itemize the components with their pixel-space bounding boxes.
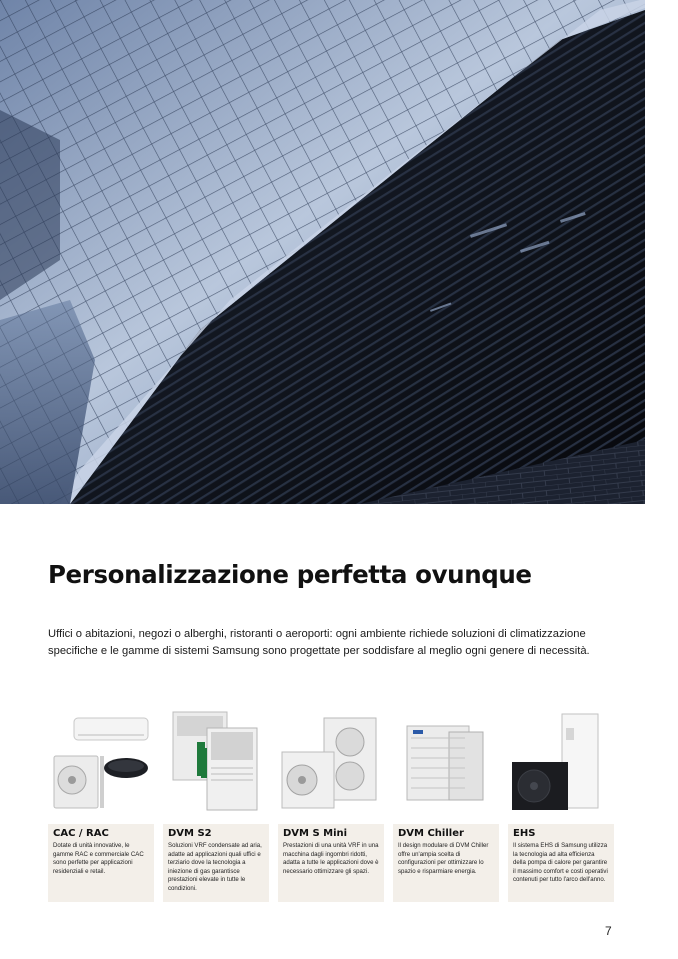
page-title: Personalizzazione perfetta ovunque: [48, 560, 532, 589]
product-description: Il design modulare di DVM Chiller offre un'ampia scelta di configurazioni per ottimizzare lo spazio e risparmiare energia.: [398, 842, 489, 875]
product-name: DVM S Mini: [283, 828, 348, 839]
product-range: [48, 708, 616, 904]
product-name: DVM Chiller: [398, 828, 464, 839]
product-card: [48, 824, 154, 902]
product-description: Prestazioni di una unità VRF in una macchina dagli ingombri ridotti, adatta a tutte le applicazioni dove è necessario ottimizzare gli spazi.: [283, 842, 379, 875]
chiller-unit-icon: [393, 708, 499, 820]
product-name: EHS: [513, 828, 536, 839]
page-number: 7: [605, 924, 612, 938]
product-dvm-chiller: [393, 708, 499, 904]
product-card: [278, 824, 384, 902]
product-description: Soluzioni VRF condensate ad aria, adatte ad applicazioni quali uffici e terziario dove la tecnologia a iniezione di gas garantisce prestazioni elevate in tutte le condizioni.: [168, 842, 262, 892]
vrf-outdoor-units-icon: [163, 708, 269, 820]
intro-paragraph: Uffici o abitazioni, negozi o alberghi, ristoranti o aeroporti: ogni ambiente richiede soluzioni di climatizzazione specifiche e le gamme di sistemi Samsung sono progettate per soddisfare al meglio ogni genere di necessità.: [48, 628, 590, 657]
heat-pump-units-icon: [508, 708, 614, 820]
hero-building-photo: [0, 0, 645, 504]
split-ac-units-icon: [48, 708, 154, 820]
product-card: [508, 824, 614, 902]
product-description: Il sistema EHS di Samsung utilizza la tecnologia ad alta efficienza della pompa di calore per garantire il massimo comfort e costi operativi contenuti per tutto l'arco dell'anno.: [513, 842, 608, 884]
product-cac-rac: [48, 708, 154, 904]
product-name: DVM S2: [168, 828, 212, 839]
product-description: Dotate di unità innovative, le gamme RAC e commerciale CAC sono perfette per applicazioni residenziali e retail.: [53, 842, 144, 875]
product-ehs: [508, 708, 614, 904]
product-name: CAC / RAC: [53, 828, 109, 839]
product-dvm-s-mini: [278, 708, 384, 904]
product-card: [163, 824, 269, 902]
product-card: [393, 824, 499, 902]
product-dvm-s2: [163, 708, 269, 904]
mini-vrf-units-icon: [278, 708, 384, 820]
